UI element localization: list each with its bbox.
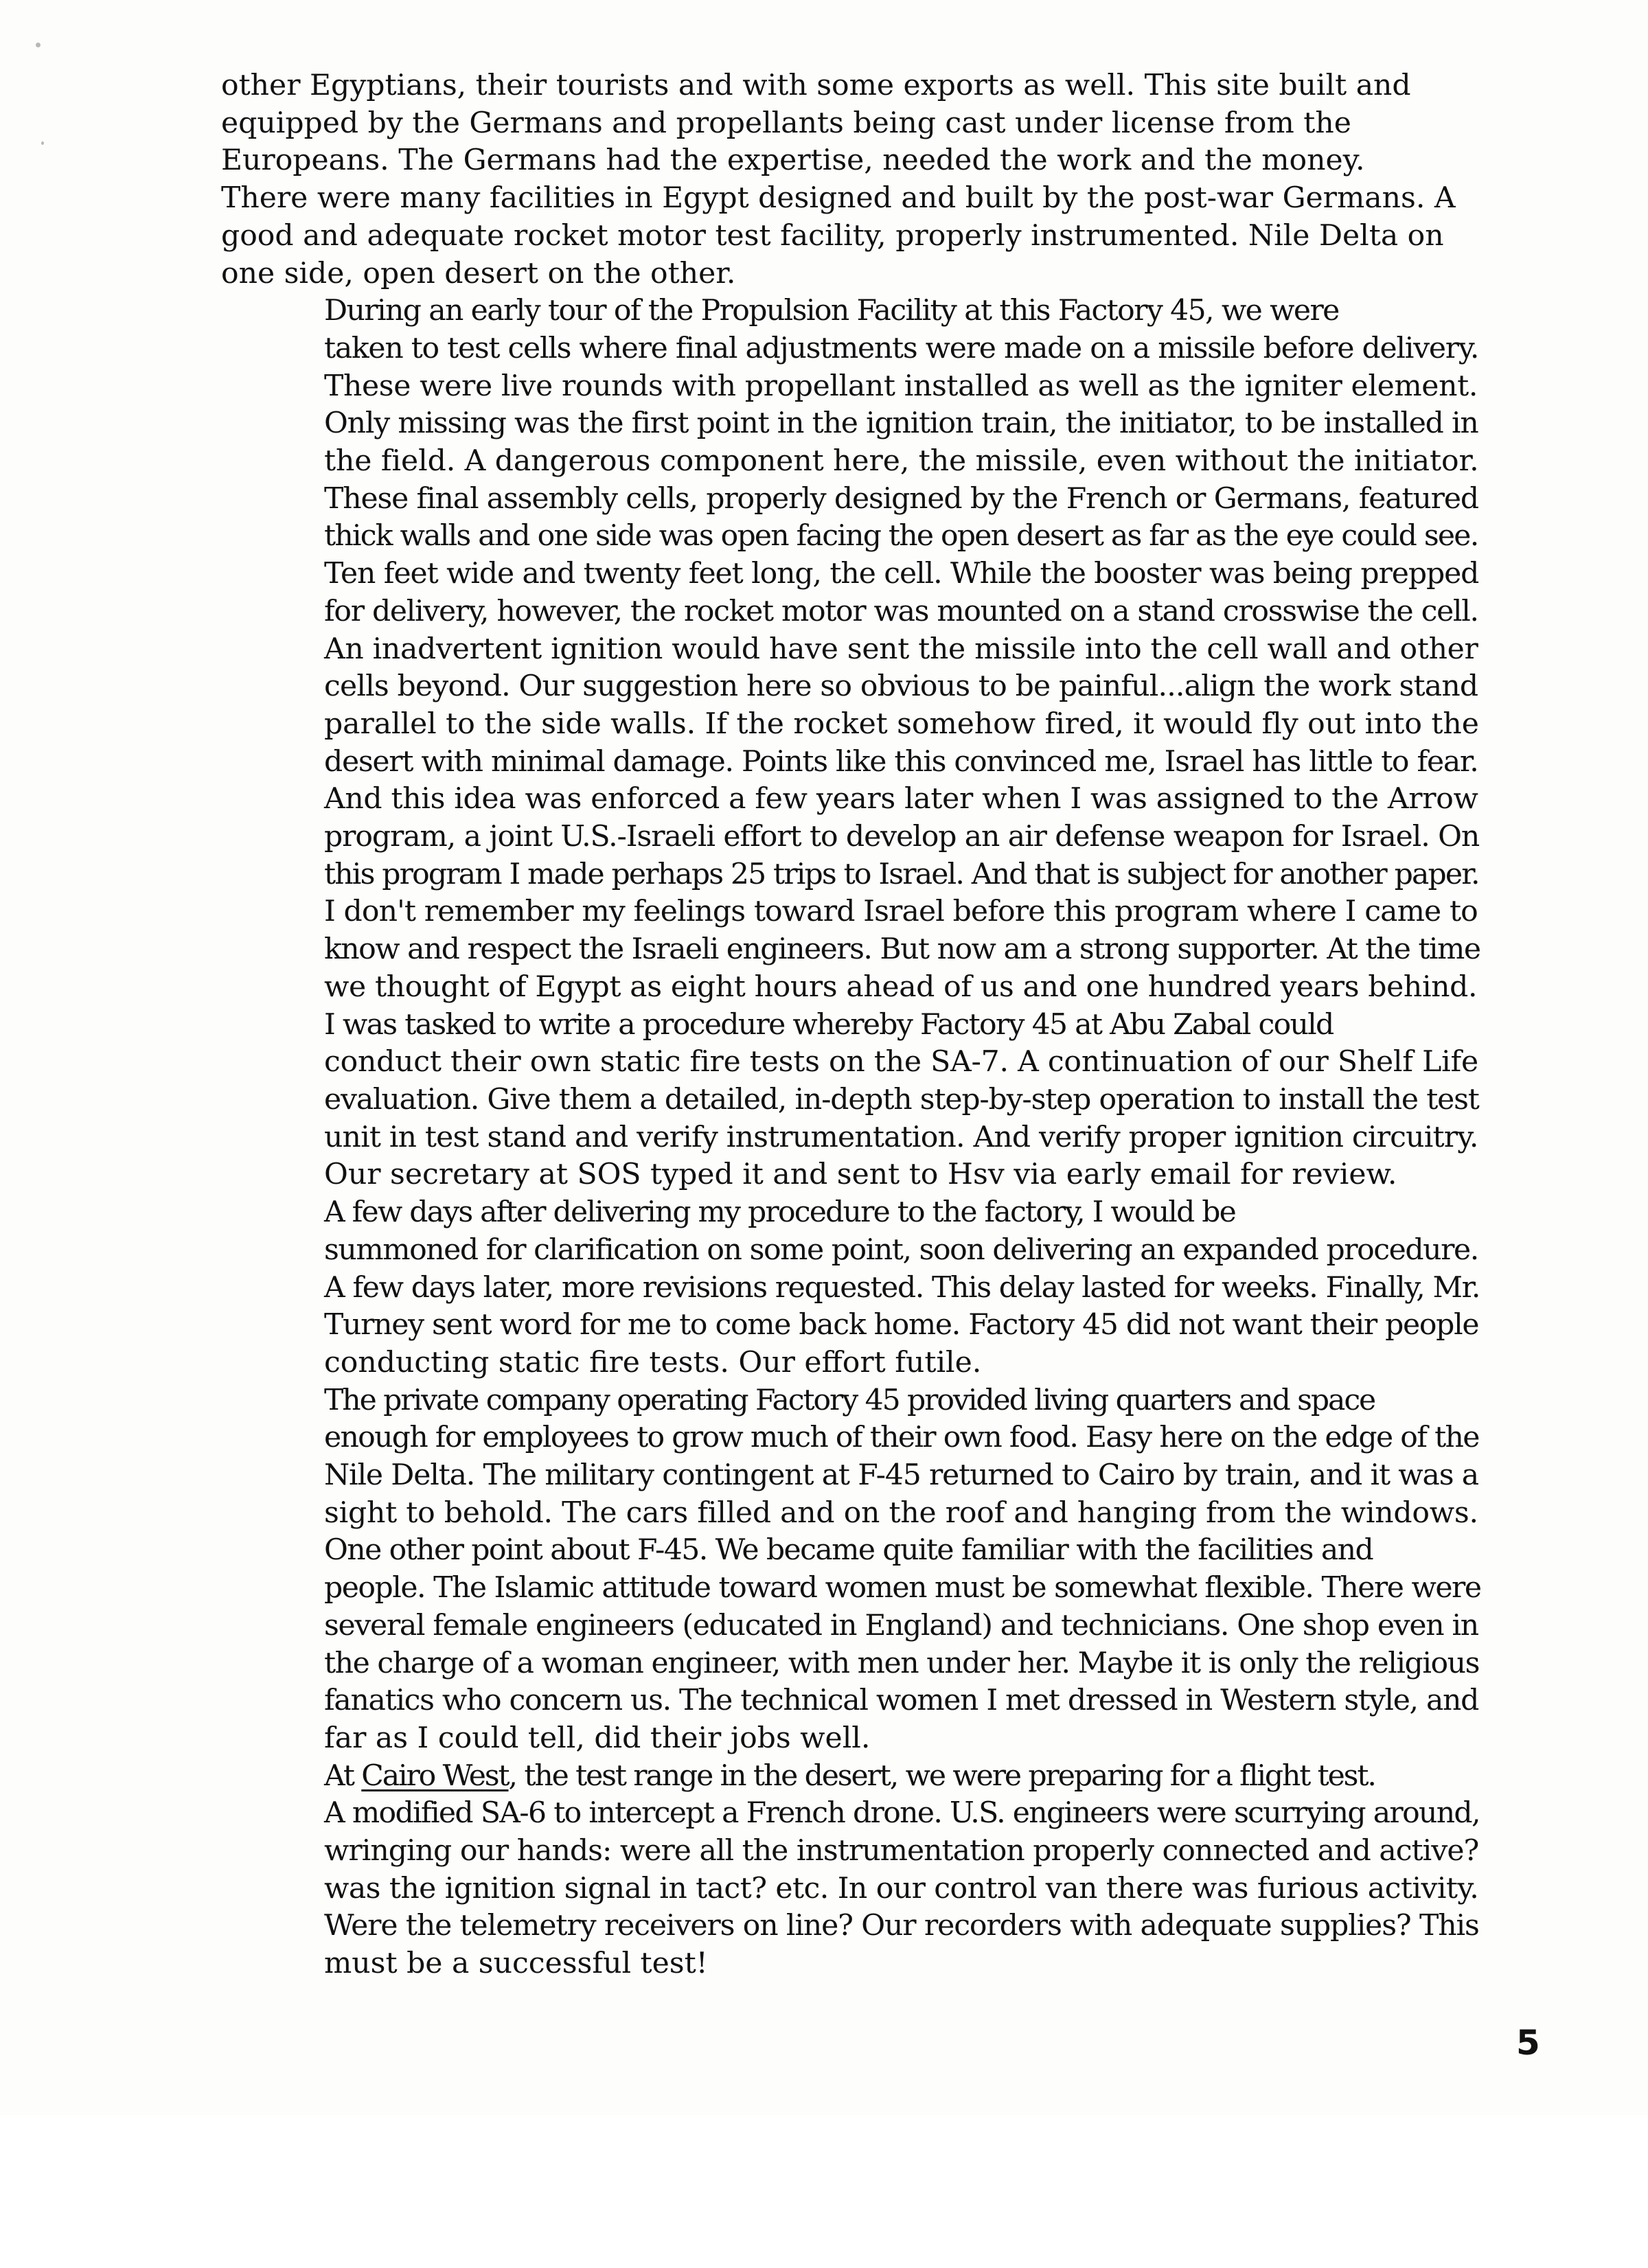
text-line: I was tasked to write a procedure whereby Factory 45 at Abu Zabal could — [324, 1007, 1334, 1042]
text-fragment: At — [324, 1759, 362, 1793]
text-line: conducting static fire tests. Our effort futile. — [324, 1345, 982, 1379]
text-line: And this idea was enforced a few years later when I was assigned to the Arrow — [324, 782, 1478, 816]
text-line: desert with minimal damage. Points like this convinced me, Israel has little to fear. — [324, 744, 1478, 779]
text-line: A modified SA-6 to intercept a French drone. U.S. engineers were scurrying around, — [324, 1796, 1480, 1831]
text-line: we thought of Egypt as eight hours ahead of us and one hundred years behind. — [324, 970, 1478, 1004]
text-line: Ten feet wide and twenty feet long, the cell. While the booster was being prepped — [324, 557, 1479, 591]
text-line: parallel to the side walls. If the rocket somehow fired, it would fly out into the — [324, 707, 1479, 741]
text-line: other Egyptians, their tourists and with some exports as well. This site built and — [221, 69, 1411, 102]
text-line: Turney sent word for me to come back home. Factory 45 did not want their people — [324, 1308, 1479, 1342]
text-line: enough for employees to grow much of their own food. Easy here on the edge of the — [324, 1421, 1479, 1455]
text-line: program, a joint U.S.-Israeli effort to develop an air defense weapon for Israel. On — [324, 820, 1480, 854]
text-line: good and adequate rocket motor test facility, properly instrumented. Nile Delta on — [221, 218, 1444, 253]
text-line: people. The Islamic attitude toward women must be somewhat flexible. There were — [324, 1571, 1481, 1605]
text-line: several female engineers (educated in England) and technicians. One shop even in — [324, 1608, 1478, 1642]
scan-speck — [36, 43, 41, 47]
scan-speck — [41, 141, 44, 145]
text-line: unit in test stand and verify instrumentation. And verify proper ignition circuitry. — [324, 1120, 1478, 1154]
text-line — [221, 1758, 1457, 1796]
text-line: Europeans. The Germans had the expertise, needed the work and the money. — [221, 144, 1365, 178]
text-line: taken to test cells where final adjustments were made on a missile before delivery. — [324, 331, 1479, 365]
paragraph — [221, 1532, 1481, 1757]
text-line: Nile Delta. The military contingent at F-45 returned to Cairo by train, and it was a — [324, 1458, 1478, 1493]
text-line: I don't remember my feelings toward Israel before this program where I came to — [324, 895, 1478, 929]
text-line: These were live rounds with propellant installed as well as the igniter element. — [324, 369, 1478, 403]
text-line: thick walls and one side was open facing the open desert as far as the eye could see. — [324, 519, 1478, 553]
paragraph — [221, 67, 1457, 293]
text-line: There were many facilities in Egypt designed and built by the post-war Germans. A — [221, 181, 1456, 216]
page-number: 5 — [1516, 2023, 1540, 2063]
text-line: evaluation. Give them a detailed, in-depth step-by-step operation to install the test — [324, 1082, 1479, 1116]
scan-background — [0, 2115, 1648, 2268]
text-line: must be a successful test! — [324, 1947, 708, 1981]
text-line: The private company operating Factory 45 provided living quarters and space — [324, 1383, 1375, 1417]
text-line: know and respect the Israeli engineers. But now am a strong supporter. At the time — [324, 932, 1480, 967]
text-line: was the ignition signal in tact? etc. In our control van there was furious activity. — [324, 1871, 1479, 1905]
text-line: Only missing was the first point in the ignition train, the initiator, to be installed in — [324, 406, 1478, 441]
text-line: Our secretary at SOS typed it and sent to Hsv via early email for review. — [324, 1158, 1397, 1192]
text-line: An inadvertent ignition would have sent the missile into the cell wall and other — [324, 632, 1478, 666]
text-line: fanatics who concern us. The technical women I met dressed in Western style, and — [324, 1684, 1478, 1718]
text-line: conduct their own static fire tests on the SA-7. A continuation of our Shelf Life — [324, 1045, 1478, 1079]
text-line: One other point about F-45. We became quite familiar with the facilities and — [324, 1533, 1373, 1568]
text-line: for delivery, however, the rocket motor was mounted on a stand crosswise the cell. — [324, 594, 1478, 628]
text-line: During an early tour of the Propulsion Facility at this Factory 45, we were — [324, 294, 1339, 328]
underlined-place-name: Cairo West — [361, 1759, 509, 1793]
text-line: the field. A dangerous component here, the missile, even without the initiator. — [324, 444, 1479, 479]
text-line: far as I could tell, did their jobs well. — [324, 1721, 871, 1755]
text-line: sight to behold. The cars filled and on the roof and hanging from the windows. — [324, 1496, 1478, 1530]
text-line: These final assembly cells, properly designed by the French or Germans, featured — [324, 481, 1478, 516]
paragraph — [221, 1007, 1479, 1195]
paragraph — [221, 1194, 1480, 1382]
text-line: the charge of a woman engineer, with men under her. Maybe it is only the religious — [324, 1646, 1479, 1680]
paragraph — [221, 1382, 1479, 1533]
text-line: this program I made perhaps 25 trips to Israel. And that is subject for another paper. — [324, 857, 1479, 891]
text-line: summoned for clarification on some point, soon delivering an expanded procedure. — [324, 1233, 1478, 1267]
paragraph — [221, 1758, 1480, 1983]
text-line: one side, open desert on the other. — [221, 256, 736, 290]
text-line: equipped by the Germans and propellants being cast under license from the — [221, 106, 1351, 140]
text-line: cells beyond. Our suggestion here so obvious to be painful...align the work stand — [324, 669, 1478, 704]
text-line: wringing our hands: were all the instrumentation properly connected and active? — [324, 1834, 1479, 1868]
text-line: A few days later, more revisions requested. This delay lasted for weeks. Finally, Mr. — [324, 1270, 1480, 1305]
paragraph — [221, 293, 1480, 1006]
text-line: Were the telemetry receivers on line? Our recorders with adequate supplies? This — [324, 1909, 1479, 1943]
text-line: A few days after delivering my procedure to the factory, I would be — [324, 1195, 1236, 1230]
text-fragment: , the test range in the desert, we were preparing for a flight test. — [508, 1759, 1375, 1793]
body-text — [221, 67, 1481, 1983]
